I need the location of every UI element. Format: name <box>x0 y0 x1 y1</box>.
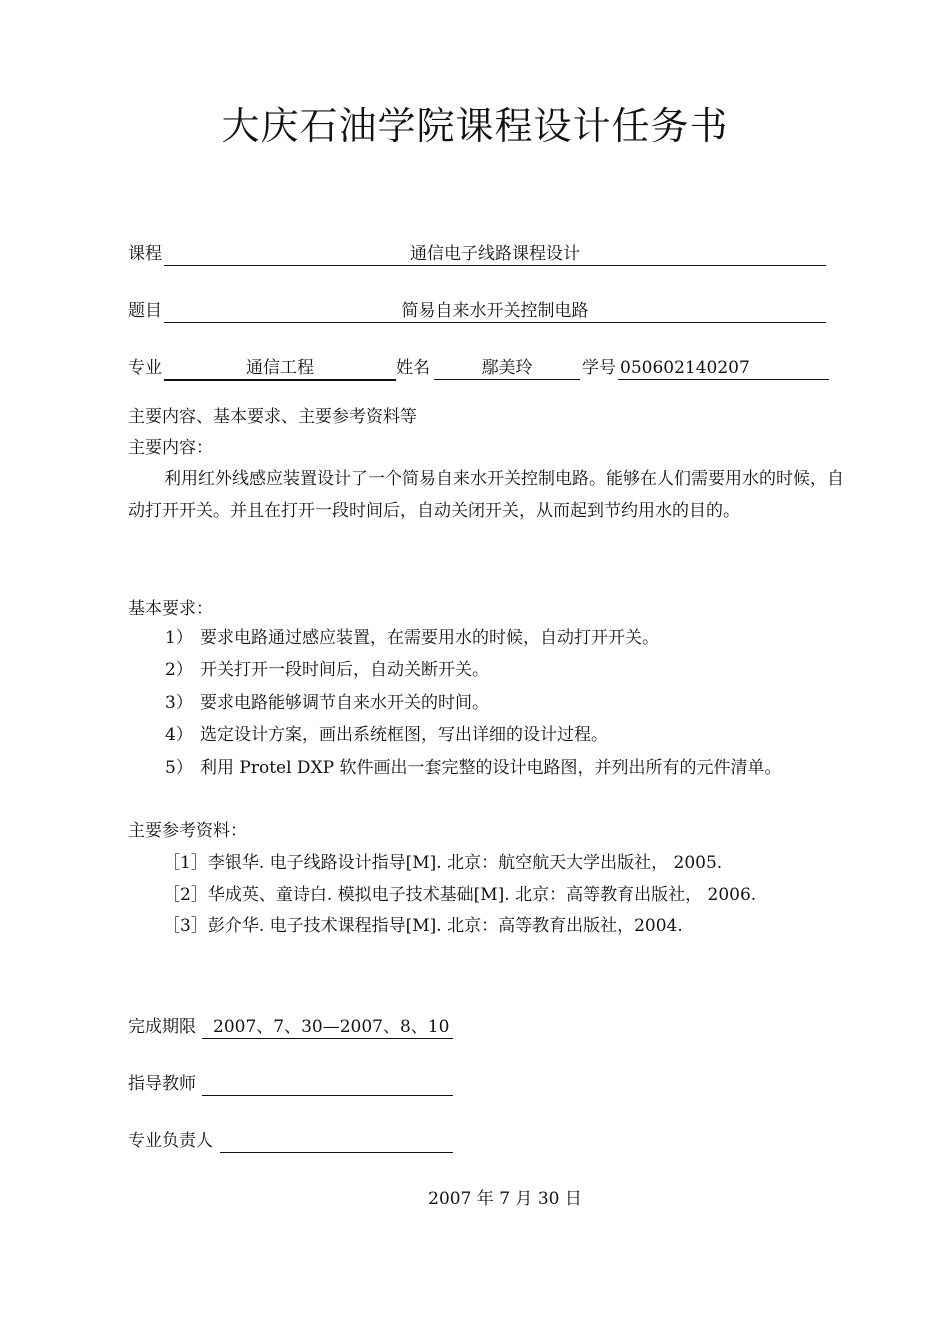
document-title: 大庆石油学院课程设计任务书 <box>221 104 729 148</box>
reference-item: ［2］华成英、童诗白. 模拟电子技术基础[M]. 北京：高等教育出版社， 2006. <box>163 885 757 905</box>
requirement-number: 3） <box>165 693 193 713</box>
name-field <box>434 357 580 380</box>
deadline-value: 2007、7、30—2007、8、10 <box>213 1017 450 1037</box>
supervisor-label: 专业负责人 <box>128 1131 213 1151</box>
content-heading: 主要内容： <box>128 438 213 458</box>
major-value: 通信工程 <box>246 358 314 378</box>
student-id-label: 学号 <box>582 358 616 378</box>
deadline-field <box>202 1016 453 1039</box>
requirement-item: 选定设计方案，画出系统框图，写出详细的设计过程。 <box>200 725 608 745</box>
advisor-signature-line <box>202 1073 453 1096</box>
course-field <box>164 243 826 266</box>
reference-item: ［3］彭介华. 电子技术课程指导[M]. 北京：高等教育出版社，2004. <box>163 916 683 936</box>
name-label: 姓名 <box>396 358 430 378</box>
requirement-number: 4） <box>165 725 193 745</box>
section-heading: 主要内容、基本要求、主要参考资料等 <box>128 407 417 427</box>
reference-item: ［1］李银华. 电子线路设计指导[M]. 北京：航空航天大学出版社， 2005. <box>163 853 723 873</box>
requirement-item: 要求电路能够调节自来水开关的时间。 <box>200 693 489 713</box>
student-id-value: 050602140207 <box>620 358 750 378</box>
supervisor-signature-line <box>220 1130 453 1153</box>
requirement-number: 2） <box>165 660 193 680</box>
requirements-heading: 基本要求： <box>128 599 213 619</box>
requirement-number: 5） <box>165 758 193 778</box>
topic-label: 题目 <box>128 301 162 321</box>
requirement-item: 利用 Protel DXP 软件画出一套完整的设计电路图，并列出所有的元件清单。 <box>200 758 782 778</box>
requirement-item: 开关打开一段时间后，自动关断开关。 <box>200 660 489 680</box>
document-date: 2007 年 7 月 30 日 <box>428 1189 582 1209</box>
requirement-number: 1） <box>165 628 193 648</box>
requirement-item: 要求电路通过感应装置，在需要用水的时候，自动打开开关。 <box>200 628 659 648</box>
course-value: 通信电子线路课程设计 <box>410 244 580 264</box>
student-id-field <box>618 357 829 380</box>
advisor-label: 指导教师 <box>128 1074 196 1094</box>
name-value: 鄢美玲 <box>481 358 533 378</box>
course-label: 课程 <box>128 244 162 264</box>
topic-value: 简易自来水开关控制电路 <box>401 301 589 321</box>
content-paragraph: 利用红外线感应装置设计了一个简易自来水开关控制电路。能够在人们需要用水的时候，自动打开开关。并且在打开一段时间后，自动关闭开关，从而起到节约用水的目的。 <box>128 469 844 521</box>
major-label: 专业 <box>128 358 162 378</box>
major-field <box>164 357 396 381</box>
deadline-label: 完成期限 <box>128 1017 196 1037</box>
topic-field <box>164 300 826 323</box>
references-heading: 主要参考资料： <box>128 821 247 841</box>
